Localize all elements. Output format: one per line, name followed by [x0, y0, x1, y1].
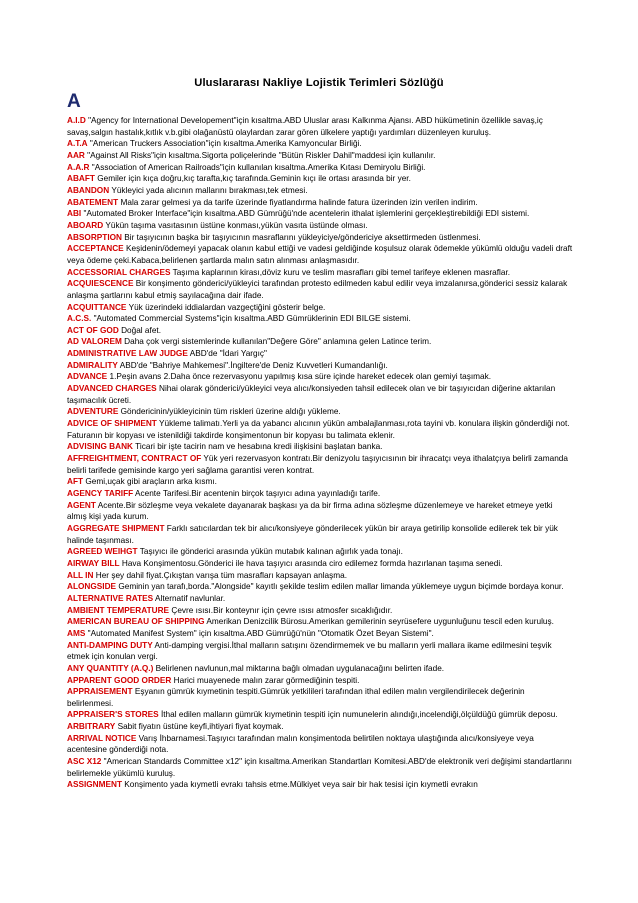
glossary-definition: "Automated Manifest System" için kısaltma.ABD Gümrüğü'nün "Otomatik Özet Beyan Sistemi". — [85, 628, 434, 638]
glossary-definition: İthal edilen malların gümrük kıymetinin tespiti için numunelerin alındığı,incelendiği,ölçüldüğü gümrük deposu. — [158, 710, 558, 720]
section-letter: A — [67, 91, 81, 112]
glossary-entry — [67, 628, 573, 640]
glossary-entry — [67, 418, 573, 441]
glossary-definition: Bir konşimento gönderici/yükleyici tarafından protesto edilmeden kabul edilir veya imzalanırsa,gönderici sessiz kalarak anlaşma şartlarını kabul etmiş sayılacağına dair ifade. — [67, 279, 568, 300]
glossary-term: ARBITRARY — [67, 722, 116, 732]
glossary-definition: Mala zarar gelmesi ya da tarife üzerinde fiyatlandırma halinde fatura üzerinden izin verilen indirim. — [118, 197, 478, 207]
glossary-definition: Sabit fiyatın üstüne keyfi,ihtiyari fiyat koymak. — [115, 722, 284, 732]
glossary-definition: Yükleyici yada alıcının mallarını bırakması,tek etmesi. — [109, 185, 308, 195]
glossary-entry — [67, 162, 573, 174]
glossary-definition: ABD'de "Bahriye Mahkemesi".İngiltere'de Deniz Kuvvetleri Kumandanlığı. — [117, 360, 388, 370]
glossary-entry — [67, 663, 573, 675]
glossary-term: ADVANCED CHARGES — [67, 384, 157, 394]
glossary-term: A.A.R — [67, 162, 90, 172]
glossary-definition: "Automated Commercial Systems"için kısaltma.ABD Gümrüklerinin EDI BILGE sistemi. — [91, 314, 411, 324]
glossary-definition: Yükün taşıma vasıtasının üstüne konması,yükün vasıta üstünde olması. — [103, 220, 368, 230]
glossary-definition: "American Standards Committee x12" için kısaltma.Amerikan Standartları Komitesi.ABD'de elektronik veri değişimi standartlarını belirlemekle yükümlü kuruluş. — [67, 757, 572, 778]
glossary-definition: ABD'de "İdari Yargıç" — [187, 349, 267, 359]
glossary-term: ALTERNATIVE RATES — [67, 593, 154, 603]
glossary-entry — [67, 185, 573, 197]
glossary-entry — [67, 383, 573, 406]
glossary-definition: Alternatif navlunlar. — [153, 593, 226, 603]
glossary-entry — [67, 336, 573, 348]
glossary-definition: Yükleme talimatı.Yerli ya da yabancı alıcının yükün ambalajlanması,rota tayini vb. konulara ilişkin gönderdiği not. Faturanın bir kopyası ve istenildiği takdirde konşimentonun bir kopyası bu talimata eklenir. — [67, 419, 570, 440]
glossary-term: AMERICAN BUREAU OF SHIPPING — [67, 617, 205, 627]
glossary-entry — [67, 406, 573, 418]
glossary-definition: 1.Peşin avans 2.Daha önce rezervasyonu yapılmış kısa süre içinde hareket edecek olan gemiyi taşımak. — [107, 372, 492, 382]
glossary-entry — [67, 546, 573, 558]
glossary-entry — [67, 441, 573, 453]
glossary-entry — [67, 640, 573, 663]
glossary-entry — [67, 570, 573, 582]
glossary-term: AGENT — [67, 500, 96, 510]
glossary-term: AFFREIGHTMENT, CONTRACT OF — [67, 454, 202, 464]
glossary-definition: "Association of American Railroads"için kullanılan kısaltma.Amerika Kıtası Demiryolu Birliği. — [89, 162, 426, 172]
glossary-definition: "Against All Risks"için kısaltma.Sigorta poliçelerinde "Bütün Riskler Dahil"maddesi için kullanılır. — [84, 150, 436, 160]
glossary-term: ALONGSIDE — [67, 582, 117, 592]
glossary-term: ACQUITTANCE — [67, 302, 127, 312]
glossary-entry — [67, 208, 573, 220]
glossary-term: AGENCY TARIFF — [67, 489, 134, 498]
glossary-term: ACCEPTANCE — [67, 244, 124, 254]
glossary-definition: Belirlenen navlunun,mal miktarına bağlı olmadan uygulanacağını belirten ifade. — [153, 663, 445, 673]
glossary-entry — [67, 605, 573, 617]
glossary-definition: Acente Tarifesi.Bir acentenin birçok taşıyıcı adına yayınladığı tarife. — [133, 489, 381, 498]
glossary-entry — [67, 150, 573, 162]
glossary-term: ABI — [67, 209, 82, 219]
glossary-definition: Her şey dahil fiyat.Çıkıştan varışa tüm masrafları kapsayan anlaşma. — [93, 570, 347, 580]
glossary-term: AD VALOREM — [67, 337, 122, 347]
glossary-term: ADMINISTRATIVE LAW JUDGE — [67, 349, 188, 359]
glossary-entry — [67, 779, 573, 791]
glossary-entry — [67, 360, 573, 372]
glossary-definition: Göndericinin/yükleyicinin tüm riskleri üzerine aldığı yükleme. — [118, 407, 341, 417]
glossary-definition: Harici muayenede malın zarar görmediğinin tespiti. — [171, 675, 360, 685]
glossary-term: ASSIGNMENT — [67, 780, 123, 790]
glossary-definition: Nihai olarak gönderici/yükleyici veya alıcı/konsiyeden tahsil edilecek olan ve bir taşıyıcıdan diğerine aktarılan taşımacılık ücreti. — [67, 384, 556, 405]
glossary-definition: Acente.Bir sözleşme veya vekalete dayanarak başkası ya da bir firma adına sözleşme düzenlemeye ve hareket etmeye yetki almış kişi yada kurum. — [67, 500, 553, 522]
glossary-entry — [67, 313, 573, 325]
glossary-term: ADMIRALITY — [67, 360, 118, 370]
glossary-definition: Bir taşıyıcının başka bir taşıyıcının masraflarını yükleyiciye/göndericiye aksettirmeden üstlenmesi. — [122, 232, 481, 242]
glossary-term: ARRIVAL NOTICE — [67, 733, 137, 743]
glossary-term: AMS — [67, 628, 86, 638]
glossary-definition: Anti-damping vergisi.İthal malların satışını özendirmemek ve bu malların yerli mallara ikame edilmesini teşvik etmek için konulan vergi. — [67, 640, 552, 662]
glossary-term: APPARENT GOOD ORDER — [67, 675, 172, 685]
glossary-entry — [67, 523, 573, 546]
glossary-term: A.I.D — [67, 116, 86, 125]
glossary-entry — [67, 500, 573, 523]
glossary-entry — [67, 267, 573, 279]
glossary-definition: Hava Konşimentosu.Gönderici ile hava taşıyıcı arasında ciro edilemez formda hazırlanan taşıma senedi. — [119, 558, 503, 568]
glossary-definition: Geminin yan tarafı,borda."Alongside" kayıtlı şekilde teslim edilen mallar limanda yüklemeye uygun biçimde bordaya konur. — [116, 582, 564, 592]
glossary-term: A.C.S. — [67, 314, 92, 324]
glossary-entry — [67, 325, 573, 337]
glossary-term: ACCESSORIAL CHARGES — [67, 267, 171, 277]
glossary-term: AMBIENT TEMPERATURE — [67, 605, 170, 615]
glossary-entry — [67, 278, 573, 301]
glossary-term: AFT — [67, 477, 84, 487]
glossary-entry — [67, 138, 573, 150]
glossary-term: ALL IN — [67, 570, 94, 580]
glossary-term: ABANDON — [67, 185, 110, 195]
glossary-definition: Gemi,uçak gibi araçların arka kısmı. — [83, 477, 217, 487]
glossary-term: ANTI-DAMPING DUTY — [67, 640, 153, 650]
glossary-definition: Taşıyıcı ile gönderici arasında yükün mutabık kalınan ağırlık yada tonajı. — [137, 547, 403, 557]
glossary-entry — [67, 675, 573, 687]
glossary-term: AGREED WEIHGT — [67, 547, 138, 557]
glossary-term: ACQUIESCENCE — [67, 279, 134, 289]
glossary-term: ABOARD — [67, 220, 104, 230]
glossary-term: ANY QUANTITY (A.Q.) — [67, 663, 154, 673]
glossary-entry — [67, 616, 573, 628]
glossary-entry — [67, 220, 573, 232]
glossary-entry — [67, 756, 573, 779]
glossary-entry — [67, 243, 573, 266]
glossary-term: ABATEMENT — [67, 197, 119, 207]
glossary-term: ACT OF GOD — [67, 325, 119, 335]
glossary-definition: "American Truckers Association"için kısaltma.Amerika Kamyoncular Birliği. — [87, 139, 362, 149]
glossary-entry — [67, 302, 573, 314]
glossary-term: ADVISING BANK — [67, 442, 134, 452]
glossary-definition: Keşidenin/ödemeyi yapacak olanın kabul ettiği ve vadesi geldiğinde koşulsuz olarak ödemekle yükümlü olduğu vadeli draft veya ödeme çeki.Kabaca,belirlenen şartlarda malın satın alınması anlaşmasıdır. — [67, 244, 573, 265]
page-title: Uluslararası Nakliye Lojistik Terimleri Sözlüğü — [194, 77, 444, 89]
glossary-definition: Yük üzerindeki iddialardan vazgeçtiğini gösterir belge. — [126, 302, 326, 312]
glossary-entry — [67, 593, 573, 605]
glossary-term: ASC X12 — [67, 757, 102, 767]
glossary-term: ADVENTURE — [67, 407, 119, 417]
glossary-entry — [67, 476, 573, 488]
glossary-definition: Eşyanın gümrük kıymetinin tespiti.Gümrük yetkilileri tarafından ithal edilen malın vergilendirilecek değerinin belirlenmesi. — [67, 687, 525, 708]
glossary-term: ABSORPTION — [67, 232, 123, 242]
glossary-term: APPRAISER'S STORES — [67, 710, 159, 720]
glossary-definition: Amerikan Denizcilik Bürosu.Amerikan gemilerinin seyrüsefere uygunluğunu tescil eden kuruluş. — [204, 617, 554, 627]
glossary-entry — [67, 581, 573, 593]
glossary-definition: Çevre ısısı.Bir konteynır için çevre ısısı atmosfer sıcaklığıdır. — [169, 605, 393, 615]
glossary-definition: Taşıma kaplarının kirası,döviz kuru ve teslim masrafları gibi temel tarifeye eklenen masraflar. — [170, 267, 511, 277]
glossary-entry — [67, 371, 573, 383]
glossary-entry — [67, 232, 573, 244]
glossary-entry — [67, 558, 573, 570]
glossary-entry — [67, 721, 573, 733]
glossary-term: APPRAISEMENT — [67, 687, 133, 697]
glossary-entry — [67, 115, 573, 138]
glossary-definition: "Automated Broker Interface"için kısaltma.ABD Gümrüğü'nde acentelerin ithalat işlemlerini gerçekleştirebildiği EDI sistemi. — [81, 209, 530, 219]
glossary-definition: Gemiler için kıça doğru,kıç tarafta,kıç tarafında.Geminin kıçı ile ortası arasında bir yer. — [94, 174, 411, 184]
glossary-term: ADVICE OF SHIPMENT — [67, 419, 157, 429]
glossary-definition: Ticari bir işte tacirin nam ve hesabına kredi ilişkisini başlatan banka. — [133, 442, 383, 452]
glossary-entry — [67, 709, 573, 721]
glossary-entry — [67, 453, 573, 476]
glossary-entry — [67, 488, 573, 500]
glossary-entry — [67, 686, 573, 709]
glossary-definition: Konşimento yada kıymetli evrakı tahsis etme.Mülkiyet veya sair bir hak tesisi için kıymetli evrakın — [122, 780, 478, 790]
glossary-entries — [67, 115, 573, 791]
glossary-term: AAR — [67, 150, 85, 160]
glossary-entry — [67, 197, 573, 209]
glossary-entry — [67, 173, 573, 185]
glossary-term: ADVANCE — [67, 372, 108, 382]
glossary-definition: Doğal afet. — [118, 325, 161, 335]
glossary-term: A.T.A — [67, 139, 88, 149]
glossary-definition: Yük yeri rezervasyon kontratı.Bir denizyolu taşıyıcısının bir ihracatçı veya ithalatçıya belirli zamanda belirli tarifede gemisinde kargo yeri sağlama garantisi veren kontrat. — [67, 454, 568, 475]
glossary-entry — [67, 348, 573, 360]
glossary-definition: "Agency for International Developement"için kısaltma.ABD Uluslar arası Kalkınma Ajansı. ABD hükümetinin özellikle savaş,iç savaş,salgın hastalık,kıtlık v.b.gibi olağanüstü olaylardan zarar gören ülkelere yaptığı yardımları düzenleyen kuruluş. — [67, 116, 543, 137]
glossary-definition: Varış İhbarnamesi.Taşıyıcı tarafından malın konşimentoda belirtilen noktaya ulaştığında alıcı/konsiyeye veya acentesine gönderdiği nota. — [67, 733, 534, 755]
glossary-definition: Daha çok vergi sistemlerinde kullanılan"Değere Göre" anlamına gelen Latince terim. — [121, 337, 432, 347]
glossary-term: AGGREGATE SHIPMENT — [67, 523, 165, 533]
glossary-entry — [67, 733, 573, 756]
glossary-definition: Farklı satıcılardan tek bir alıcı/konsiyeye gönderilecek yükün bir araya getirilip konsolide edilerek tek bir yük halinde taşınması. — [67, 523, 558, 545]
glossary-term: ABAFT — [67, 174, 95, 184]
glossary-term: AIRWAY BILL — [67, 558, 120, 568]
